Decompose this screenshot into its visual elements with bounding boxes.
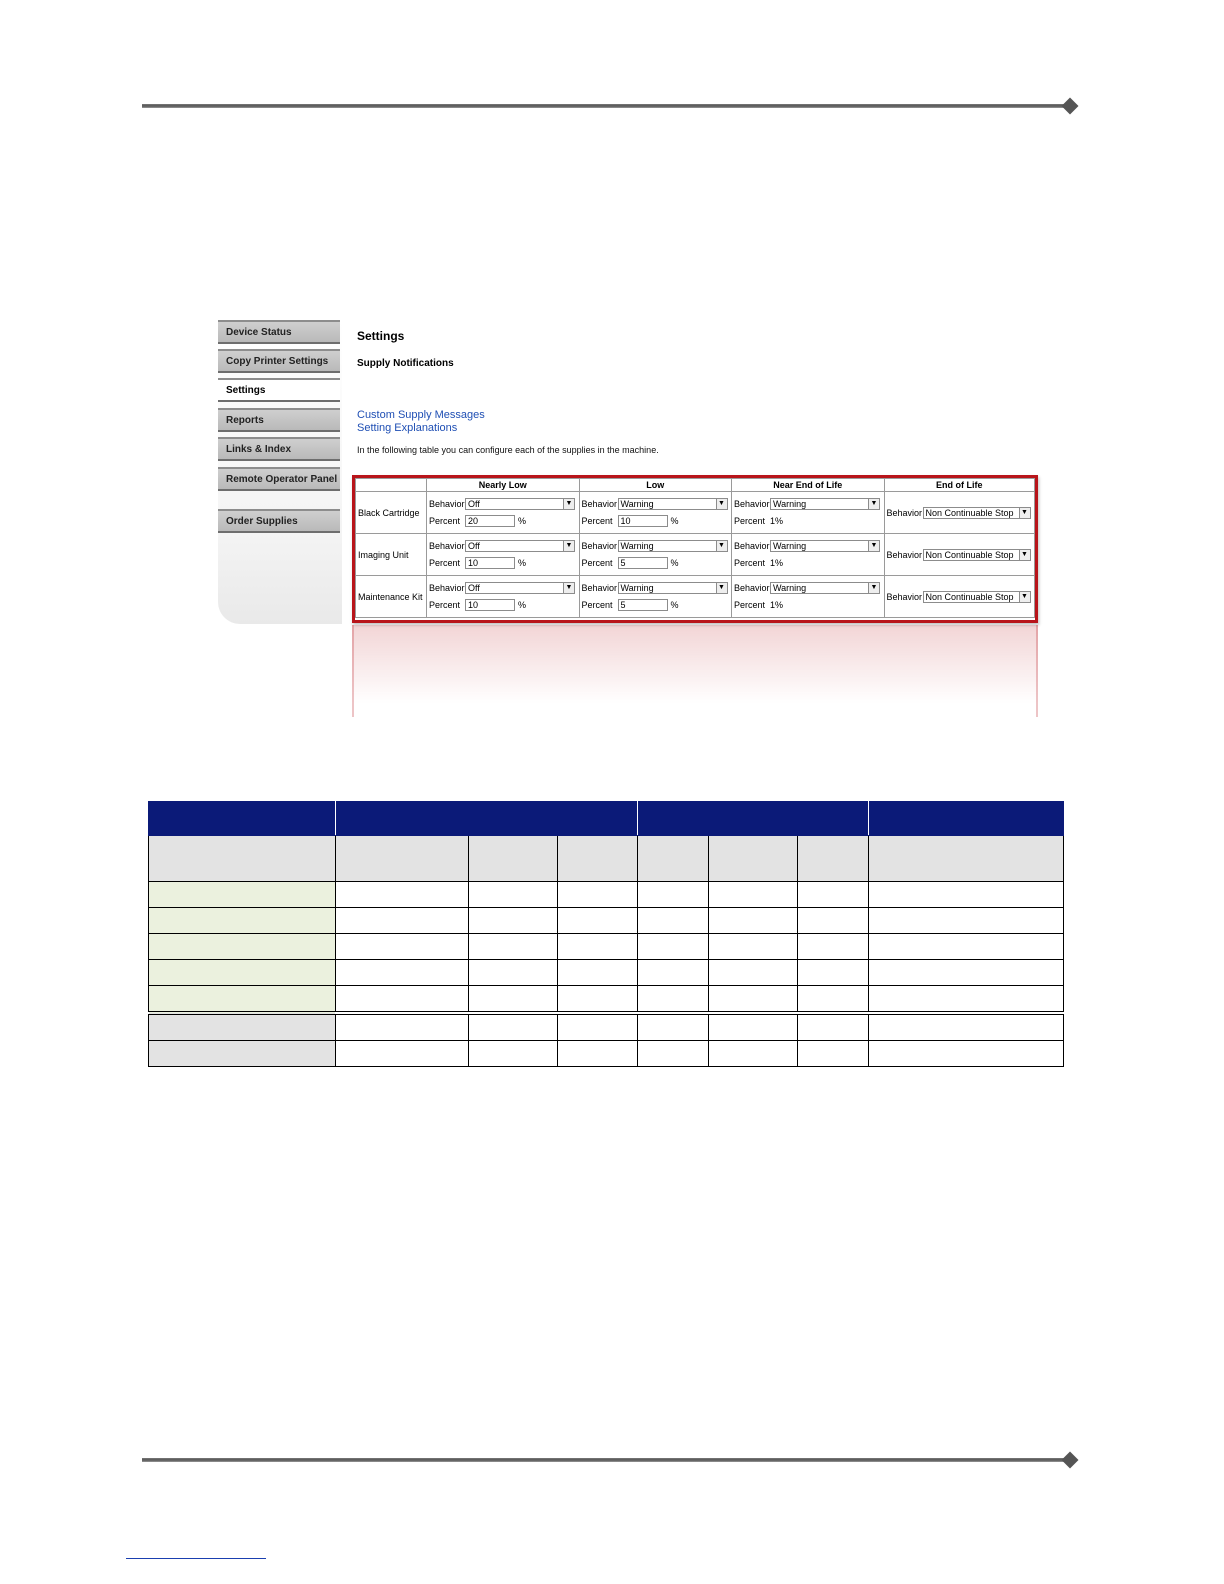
table-row <box>149 1041 1064 1067</box>
chevron-down-icon: ▼ <box>716 499 727 509</box>
behavior-select[interactable]: Off ▼ <box>465 582 575 594</box>
percent-label: Percent <box>734 558 766 568</box>
custom-supply-messages-link[interactable]: Custom Supply Messages <box>357 409 485 421</box>
table-row <box>356 492 1035 534</box>
data-table <box>148 801 1064 1067</box>
percent-unit: % <box>518 558 527 568</box>
percent-input[interactable]: 20 <box>465 515 515 527</box>
chevron-down-icon: ▼ <box>868 499 879 509</box>
behavior-select[interactable]: Warning ▼ <box>618 498 728 510</box>
corner-cell <box>356 479 427 492</box>
supply-notifications-table <box>355 478 1035 618</box>
behavior-label: Behavior <box>429 583 465 593</box>
chevron-down-icon: ▼ <box>1019 508 1030 518</box>
chevron-down-icon: ▼ <box>716 541 727 551</box>
diamond-icon <box>1062 1452 1079 1469</box>
behavior-select[interactable]: Off ▼ <box>465 540 575 552</box>
page-title: Settings <box>357 329 405 343</box>
behavior-label: Behavior <box>581 583 618 593</box>
behavior-label: Behavior <box>734 541 770 551</box>
behavior-select[interactable]: Off ▼ <box>465 498 575 510</box>
chevron-down-icon: ▼ <box>1019 592 1030 602</box>
table-row <box>149 882 1064 908</box>
table-row <box>149 1013 1064 1041</box>
behavior-label: Behavior <box>581 541 618 551</box>
header-cell <box>149 802 336 836</box>
percent-label: Percent <box>581 558 613 568</box>
percent-value: 1% <box>770 600 784 610</box>
table-row <box>356 534 1035 576</box>
percent-unit: % <box>670 558 679 568</box>
percent-unit: % <box>670 516 679 526</box>
table-row <box>356 576 1035 618</box>
sidebar-item-copy-printer-settings[interactable]: Copy Printer Settings <box>218 349 340 373</box>
supply-table-frame <box>352 475 1038 623</box>
chevron-down-icon: ▼ <box>1019 550 1030 560</box>
percent-input[interactable]: 10 <box>618 515 668 527</box>
header-cell <box>335 802 638 836</box>
table-row <box>149 934 1064 960</box>
percent-input[interactable]: 10 <box>465 599 515 611</box>
percent-value: 1% <box>770 558 784 568</box>
percent-input[interactable]: 5 <box>618 557 668 569</box>
footer-link-underline <box>126 1558 266 1559</box>
chevron-down-icon: ▼ <box>563 583 574 593</box>
behavior-label: Behavior <box>734 499 770 509</box>
behavior-select[interactable]: Warning ▼ <box>618 582 728 594</box>
percent-label: Percent <box>734 600 766 610</box>
percent-label: Percent <box>734 516 766 526</box>
table-row <box>149 908 1064 934</box>
percent-label: Percent <box>429 558 461 568</box>
percent-unit: % <box>518 600 527 610</box>
diamond-icon <box>1062 98 1079 115</box>
percent-label: Percent <box>429 600 461 610</box>
column-header: End of Life <box>884 479 1035 492</box>
behavior-select[interactable]: Non Continuable Stop ▼ <box>923 591 1031 603</box>
section-title: Supply Notifications <box>357 358 454 369</box>
bottom-rule <box>142 1458 1068 1462</box>
chevron-down-icon: ▼ <box>563 541 574 551</box>
percent-label: Percent <box>429 516 461 526</box>
chevron-down-icon: ▼ <box>716 583 727 593</box>
column-header: Nearly Low <box>427 479 580 492</box>
behavior-label: Behavior <box>886 549 923 560</box>
percent-input[interactable]: 5 <box>618 599 668 611</box>
behavior-label: Behavior <box>886 591 923 602</box>
top-rule <box>142 104 1068 108</box>
behavior-label: Behavior <box>886 507 923 518</box>
behavior-select[interactable]: Warning ▼ <box>618 540 728 552</box>
screenshot <box>218 318 1040 718</box>
main-content <box>356 318 1040 718</box>
behavior-select[interactable]: Non Continuable Stop ▼ <box>923 507 1031 519</box>
behavior-select[interactable]: Warning ▼ <box>770 582 880 594</box>
table-subheader-row <box>149 836 1064 882</box>
column-header: Low <box>579 479 732 492</box>
percent-label: Percent <box>581 516 613 526</box>
sidebar-item-device-status[interactable]: Device Status <box>218 320 340 344</box>
supply-name: Imaging Unit <box>356 534 427 576</box>
column-header: Near End of Life <box>732 479 885 492</box>
behavior-label: Behavior <box>429 541 465 551</box>
table-reflection <box>352 625 1038 717</box>
behavior-label: Behavior <box>429 499 465 509</box>
header-cell <box>638 802 869 836</box>
behavior-label: Behavior <box>581 499 618 509</box>
chevron-down-icon: ▼ <box>868 541 879 551</box>
supply-name: Black Cartridge <box>356 492 427 534</box>
sidebar-item-order-supplies[interactable]: Order Supplies <box>218 509 340 533</box>
sidebar <box>218 318 342 624</box>
behavior-label: Behavior <box>734 583 770 593</box>
percent-unit: % <box>670 600 679 610</box>
percent-input[interactable]: 10 <box>465 557 515 569</box>
behavior-select[interactable]: Non Continuable Stop ▼ <box>923 549 1031 561</box>
sidebar-item-reports[interactable]: Reports <box>218 408 340 432</box>
behavior-select[interactable]: Warning ▼ <box>770 540 880 552</box>
chevron-down-icon: ▼ <box>868 583 879 593</box>
percent-value: 1% <box>770 516 784 526</box>
sidebar-item-links-index[interactable]: Links & Index <box>218 437 340 461</box>
table-row <box>149 986 1064 1014</box>
table-row <box>149 960 1064 986</box>
percent-label: Percent <box>581 600 613 610</box>
percent-unit: % <box>518 516 527 526</box>
header-cell <box>869 802 1064 836</box>
behavior-select[interactable]: Warning ▼ <box>770 498 880 510</box>
chevron-down-icon: ▼ <box>563 499 574 509</box>
sidebar-item-remote-operator-panel[interactable]: Remote Operator Panel <box>218 467 340 491</box>
intro-text: In the following table you can configure each of the supplies in the machine. <box>357 445 659 455</box>
table-header-row <box>149 802 1064 836</box>
setting-explanations-link[interactable]: Setting Explanations <box>357 422 458 434</box>
sidebar-item-settings[interactable]: Settings <box>218 378 340 402</box>
supply-name: Maintenance Kit <box>356 576 427 618</box>
